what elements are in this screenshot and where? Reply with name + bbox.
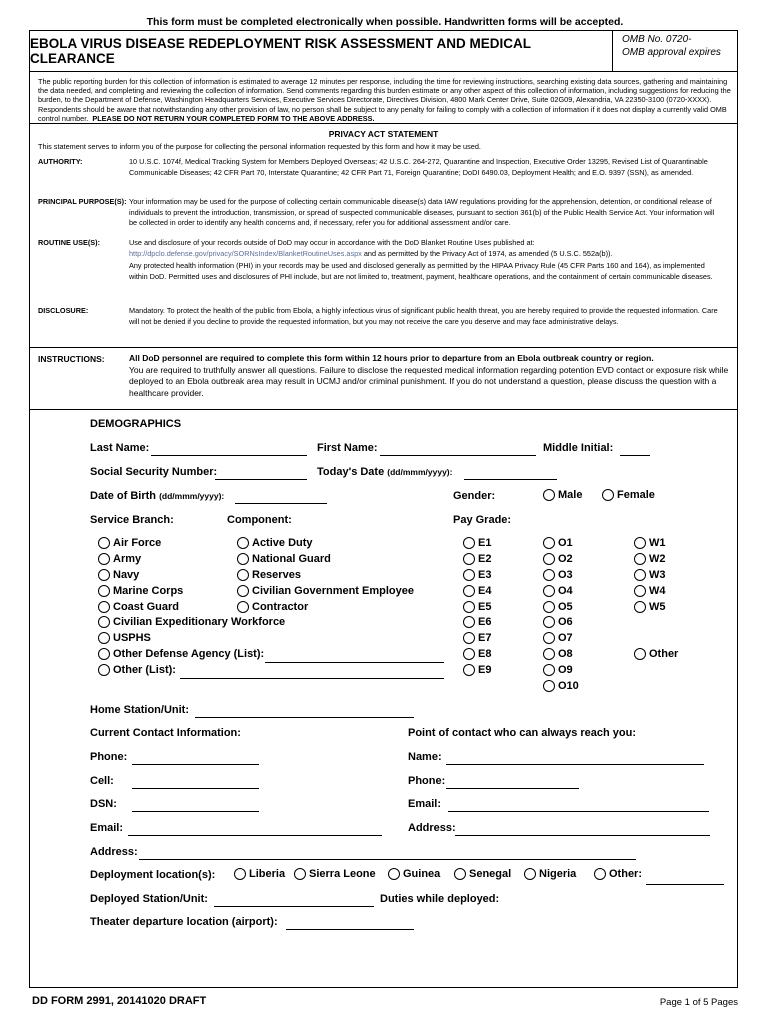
branch-navy-radio[interactable]: Navy [98,569,139,581]
grade-w4-radio[interactable]: W4 [634,585,666,597]
grade-other-radio[interactable]: Other [634,648,678,660]
gender-label: Gender: [453,490,496,502]
grade-w5-radio[interactable]: W5 [634,601,666,613]
instructions-label: INSTRUCTIONS: [38,354,105,364]
grade-e5-radio[interactable]: E5 [463,601,491,613]
grade-e7-radio[interactable]: E7 [463,632,491,644]
first-name-label: First Name: [317,442,378,454]
pay-grade-label: Pay Grade: [453,514,512,526]
poc-name-label: Name: [408,751,442,763]
purpose-label: PRINCIPAL PURPOSE(S): [38,197,127,206]
branch-other-radio[interactable]: Other (List): [98,664,176,676]
grade-w1-radio[interactable]: W1 [634,537,666,549]
address-label: Address: [90,846,138,858]
privacy-intro: This statement serves to inform you of the purpose for collecting the personal information requested by this form and how it may be used. [38,142,481,151]
component-label: Component: [227,514,292,526]
grade-o5-radio[interactable]: O5 [543,601,573,613]
branch-civilian-expeditionary-radio[interactable]: Civilian Expeditionary Workforce [98,616,285,628]
grade-o10-radio[interactable]: O10 [543,680,579,692]
demographics-frame [29,410,738,988]
purpose-text: Your information may be used for the purpose of collecting certain communicable disease(s) data IAW regulations providing for the apprehension, detention, or conditional release of individuals to prevent the introduction, transmission, or spread of suspected communicable diseases, pursuant to section 361(b) of the Public Health Service Act. Your information will be collected in order to identify any health concerns and, if necessary, refer you for additional assessment and/or care. [129,197,715,228]
branch-coast-guard-radio[interactable]: Coast Guard [98,601,179,613]
phone-label: Phone: [90,751,128,763]
dob-label: Date of Birth (dd/mmm/yyyy): [90,490,225,502]
blanket-routine-uses-link[interactable]: http://dpclo.defense.gov/privacy/SORNsIndex/BlanketRoutineUses.aspx [129,248,362,258]
demographics-heading: DEMOGRAPHICS [90,418,182,430]
branch-other-defense-agency-radio[interactable]: Other Defense Agency (List): [98,648,264,660]
omb-block [622,33,721,59]
poc-label: Point of contact who can always reach you: [408,727,636,739]
grade-o9-radio[interactable]: O9 [543,664,573,676]
location-nigeria-radio[interactable]: Nigeria [524,868,576,880]
grade-w3-radio[interactable]: W3 [634,569,666,581]
form-title [30,31,613,71]
routine-use-label: ROUTINE USE(S): [38,238,101,247]
poc-address-label: Address: [408,822,456,834]
grade-e4-radio[interactable]: E4 [463,585,491,597]
branch-usphs-radio[interactable]: USPHS [98,632,151,644]
component-civilian-employee-radio[interactable]: Civilian Government Employee [237,585,414,597]
omb-number: OMB No. 0720- [622,34,692,45]
cell-label: Cell: [90,775,114,787]
form-title-text: EBOLA VIRUS DISEASE REDEPLOYMENT RISK ASSESSMENT AND MEDICAL CLEARANCE [30,36,531,66]
email-label: Email: [90,822,124,834]
grade-o3-radio[interactable]: O3 [543,569,573,581]
electronic-completion-note: This form must be completed electronically when possible. Handwritten forms will be accepted. [146,16,624,28]
poc-phone-label: Phone: [408,775,446,787]
grade-e1-radio[interactable]: E1 [463,537,491,549]
grade-e2-radio[interactable]: E2 [463,553,491,565]
location-sierra-leone-radio[interactable]: Sierra Leone [294,868,376,880]
grade-e8-radio[interactable]: E8 [463,648,491,660]
grade-o1-radio[interactable]: O1 [543,537,573,549]
privacy-act-heading: PRIVACY ACT STATEMENT [328,129,439,139]
middle-initial-label: Middle Initial: [543,442,614,454]
component-active-duty-radio[interactable]: Active Duty [237,537,313,549]
branch-marine-corps-radio[interactable]: Marine Corps [98,585,183,597]
form-identifier: DD FORM 2991, 20141020 DRAFT [32,995,207,1007]
dsn-label: DSN: [90,798,117,810]
component-contractor-radio[interactable]: Contractor [237,601,308,613]
authority-text: 10 U.S.C. 1074f, Medical Tracking System for Members Deployed Overseas; 42 U.S.C. 264-272, Quarantine and Inspection, Executive Order 13295, Revised List of Quarantinable Communicable Diseases; 42 CFR Part 70, Interstate Quarantine; 42 CFR Part 71, Foreign Quarantine; DoDI 6490.03, Deployment Health; and E.O. 9397 (SSN), as amended. [129,157,708,177]
do-not-return-note: PLEASE DO NOT RETURN YOUR COMPLETED FORM TO THE ABOVE ADDRESS. [92,113,375,123]
branch-air-force-radio[interactable]: Air Force [98,537,161,549]
page-number: Page 1 of 5 Pages [659,997,738,1008]
authority-label: AUTHORITY: [38,157,83,166]
branch-army-radio[interactable]: Army [98,553,141,565]
ssn-label: Social Security Number: [90,466,218,478]
service-branch-label: Service Branch: [90,514,174,526]
grade-o4-radio[interactable]: O4 [543,585,573,597]
disclosure-label: DISCLOSURE: [38,306,89,315]
location-liberia-radio[interactable]: Liberia [234,868,285,880]
gender-female-radio[interactable]: Female [602,489,655,501]
duties-label: Duties while deployed: [380,893,500,905]
gender-male-radio[interactable]: Male [543,489,582,501]
location-senegal-radio[interactable]: Senegal [454,868,511,880]
divider [29,71,738,72]
burden-statement: The public reporting burden for this collection of information is estimated to average 12 minutes per response, including the time for reviewing instructions, searching existing data sources, gathering and maintaining the data needed, and completing and reviewing the collection of information. Send comments regarding this burden estimate or any other aspect of this collection of information, including suggestions for reducing the burden, to the Department of Defense, Washington Headquarters Services, Executive Services Directorate, Directives Division, 4800 Mark Center Drive, Suite 02G09, Alexandria, VA 22350-3100 (0720-XXXX). Respondents should be aware that notwithstanding any other provision of law, no person shall be subject to any penalty for failing to comply with a collection of information if it does not display a currently valid OMB control number. PLEASE DO NOT RETURN YOUR COMPLETED FORM TO THE ABOVE ADDRESS. [38,77,731,123]
grade-w2-radio[interactable]: W2 [634,553,666,565]
divider [29,347,738,348]
theater-departure-label: Theater departure location (airport): [90,916,278,928]
current-contact-label: Current Contact Information: [90,727,241,739]
grade-o8-radio[interactable]: O8 [543,648,573,660]
grade-o2-radio[interactable]: O2 [543,553,573,565]
grade-e6-radio[interactable]: E6 [463,616,491,628]
omb-expiry: OMB approval expires [622,47,721,58]
component-national-guard-radio[interactable]: National Guard [237,553,331,565]
location-other-radio[interactable]: Other: [594,868,642,880]
todays-date-label: Today's Date (dd/mmm/yyyy): [317,466,453,478]
last-name-label: Last Name: [90,442,150,454]
grade-o6-radio[interactable]: O6 [543,616,573,628]
deployment-locations-label: Deployment location(s): [90,869,216,881]
home-station-label: Home Station/Unit: [90,704,189,716]
location-guinea-radio[interactable]: Guinea [388,868,440,880]
grade-e3-radio[interactable]: E3 [463,569,491,581]
poc-email-label: Email: [408,798,442,810]
deployed-station-label: Deployed Station/Unit: [90,893,208,905]
disclosure-text: Mandatory. To protect the health of the public from Ebola, a highly infectious virus of significant public health threat, you are hereby required to provide the requested information. Care will not be denied if you decline to provide the requested information, but you may not receive the care you deserve and may face administrative delays. [129,306,718,326]
component-reserves-radio[interactable]: Reserves [237,569,301,581]
divider [29,123,738,124]
routine-use-text: Use and disclosure of your records outside of DoD may occur in accordance with the DoD Blanket Routine Uses published at: http://dpclo.defense.gov/privacy/SORNsIndex/BlanketRoutineUses.aspx and as permitted by the Privacy Act of 1974, as amended (5 U.S.C. 552a(b)). Any protected health information (PHI) in your records may be used and disclosed generally as permitted by the HIPAA Privacy Rule (45 CFR Parts 160 and 164), as implemented within DoD. Permitted uses and disclosures of PHI include, but are not limited to, treatment, payment, healthcare operations, and the containment of certain communicable diseases. [129,238,713,281]
grade-o7-radio[interactable]: O7 [543,632,573,644]
instructions-text: All DoD personnel are required to complete this form within 12 hours prior to departure from an Ebola outbreak country or region. You are required to truthfully answer all questions. Failure to disclose the requested medical information regarding potention EVD contact or exposure risk while deployed to an Ebola outbreak area may result in UCMJ and/or criminal punishment. If you do not understand a question, please discuss the question with a healthcare provider. [129,353,729,398]
grade-e9-radio[interactable]: E9 [463,664,491,676]
